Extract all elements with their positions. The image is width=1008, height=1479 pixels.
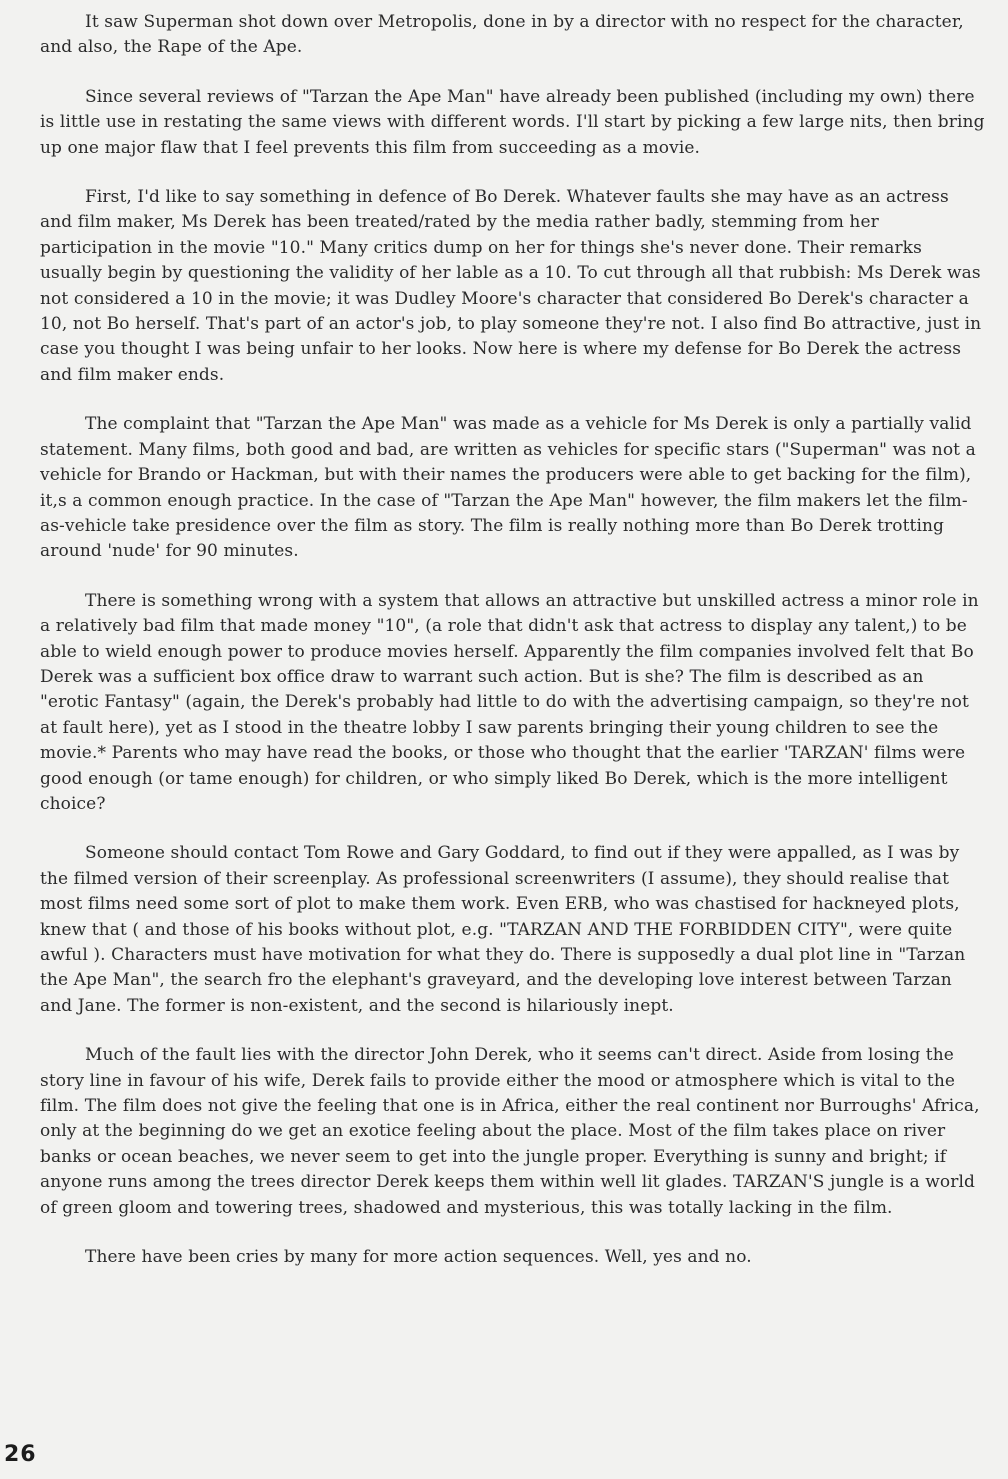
article-body (40, 10, 985, 1294)
paragraph-8: There have been cries by many for more action sequences. Well, yes and no. (85, 1247, 752, 1268)
paragraph-7: Much of the fault lies with the director John Derek, who it seems can't direct. Aside from losing the story line in favour of his wife, Derek fails to provide either the mood or atmosphere which is vital to the film. The film does not give the feeling that one is in Africa, either the real continent nor Burroughs' Africa, only at the beginning do we get an exotice feeling about the place. Most of the film takes place on river banks or ocean beaches, we never seem to get into the jungle proper. Everything is sunny and bright; if anyone runs among the trees director Derek keeps them within well lit glades. TARZAN'S jungle is a world of green gloom and towering trees, shadowed and mysterious, this was totally lacking in the film. (40, 1045, 980, 1218)
page-number: 26 (4, 1442, 37, 1467)
paragraph-5: There is something wrong with a system that allows an attractive but unskilled actress a minor role in a relatively bad film that made money "10", (a role that didn't ask that actress to display any talent,) to be able to wield enough power to produce movies herself. Apparently the film companies involved felt that Bo Derek was a sufficient box office draw to warrant such action. But is she? The film is described as an "erotic Fantasy" (again, the Derek's probably had little to do with the advertising campaign, so they're not at fault here), yet as I stood in the theatre lobby I saw parents bringing their young children to see the movie.* Parents who may have read the books, or those who thought that the earlier 'TARZAN' films were good enough (or tame enough) for children, or who simply liked Bo Derek, which is the more intelligent choice? (40, 590, 979, 814)
paragraph-6: Someone should contact Tom Rowe and Gary Goddard, to find out if they were appalled, as I was by the filmed version of their screenplay. As professional screenwriters (I assume), they should realise that most films need some sort of plot to make them work. Even ERB, who was chastised for hackneyed plots, knew that ( and those of his books without plot, e.g. "TARZAN AND THE FORBIDDEN CITY", were quite awful ). Characters must have motivation for what they do. There is supposedly a dual plot line in "Tarzan the Ape Man", the search fro the elephant's graveyard, and the developing love interest between Tarzan and Jane. The former is non-existent, and the second is hilariously inept. (40, 843, 966, 1016)
paragraph-4: The complaint that "Tarzan the Ape Man" was made as a vehicle for Ms Derek is only a partially valid statement. Many films, both good and bad, are written as vehicles for specific stars ("Superman" was not a vehicle for Brando or Hackman, but with their names the producers were able to get backing for the film), it,s a common enough practice. In the case of "Tarzan the Ape Man" however, the film makers let the film-as-vehicle take presidence over the film as story. The film is really nothing more than Bo Derek trotting around 'nude' for 90 minutes. (40, 414, 976, 562)
paragraph-1: It saw Superman shot down over Metropolis, done in by a director with no respect for the character, and also, the Rape of the Ape. (40, 12, 964, 58)
paragraph-2: Since several reviews of "Tarzan the Ape Man" have already been published (including my own) there is little use in restating the same views with different words. I'll start by picking a few large nits, then bring up one major flaw that I feel prevents this film from succeeding as a movie. (40, 86, 985, 158)
paragraph-3: First, I'd like to say something in defence of Bo Derek. Whatever faults she may have as an actress and film maker, Ms Derek has been treated/rated by the media rather badly, stemming from her participation in the movie "10." Many critics dump on her for things she's never done. Their remarks usually begin by questioning the validity of her lable as a 10. To cut through all that rubbish: Ms Derek was not considered a 10 in the movie; it was Dudley Moore's character that considered Bo Derek's character a 10, not Bo herself. That's part of an actor's job, to play someone they're not. I also find Bo attractive, just in case you thought I was being unfair to her looks. Now here is where my defense for Bo Derek the actress and film maker ends. (40, 187, 982, 385)
